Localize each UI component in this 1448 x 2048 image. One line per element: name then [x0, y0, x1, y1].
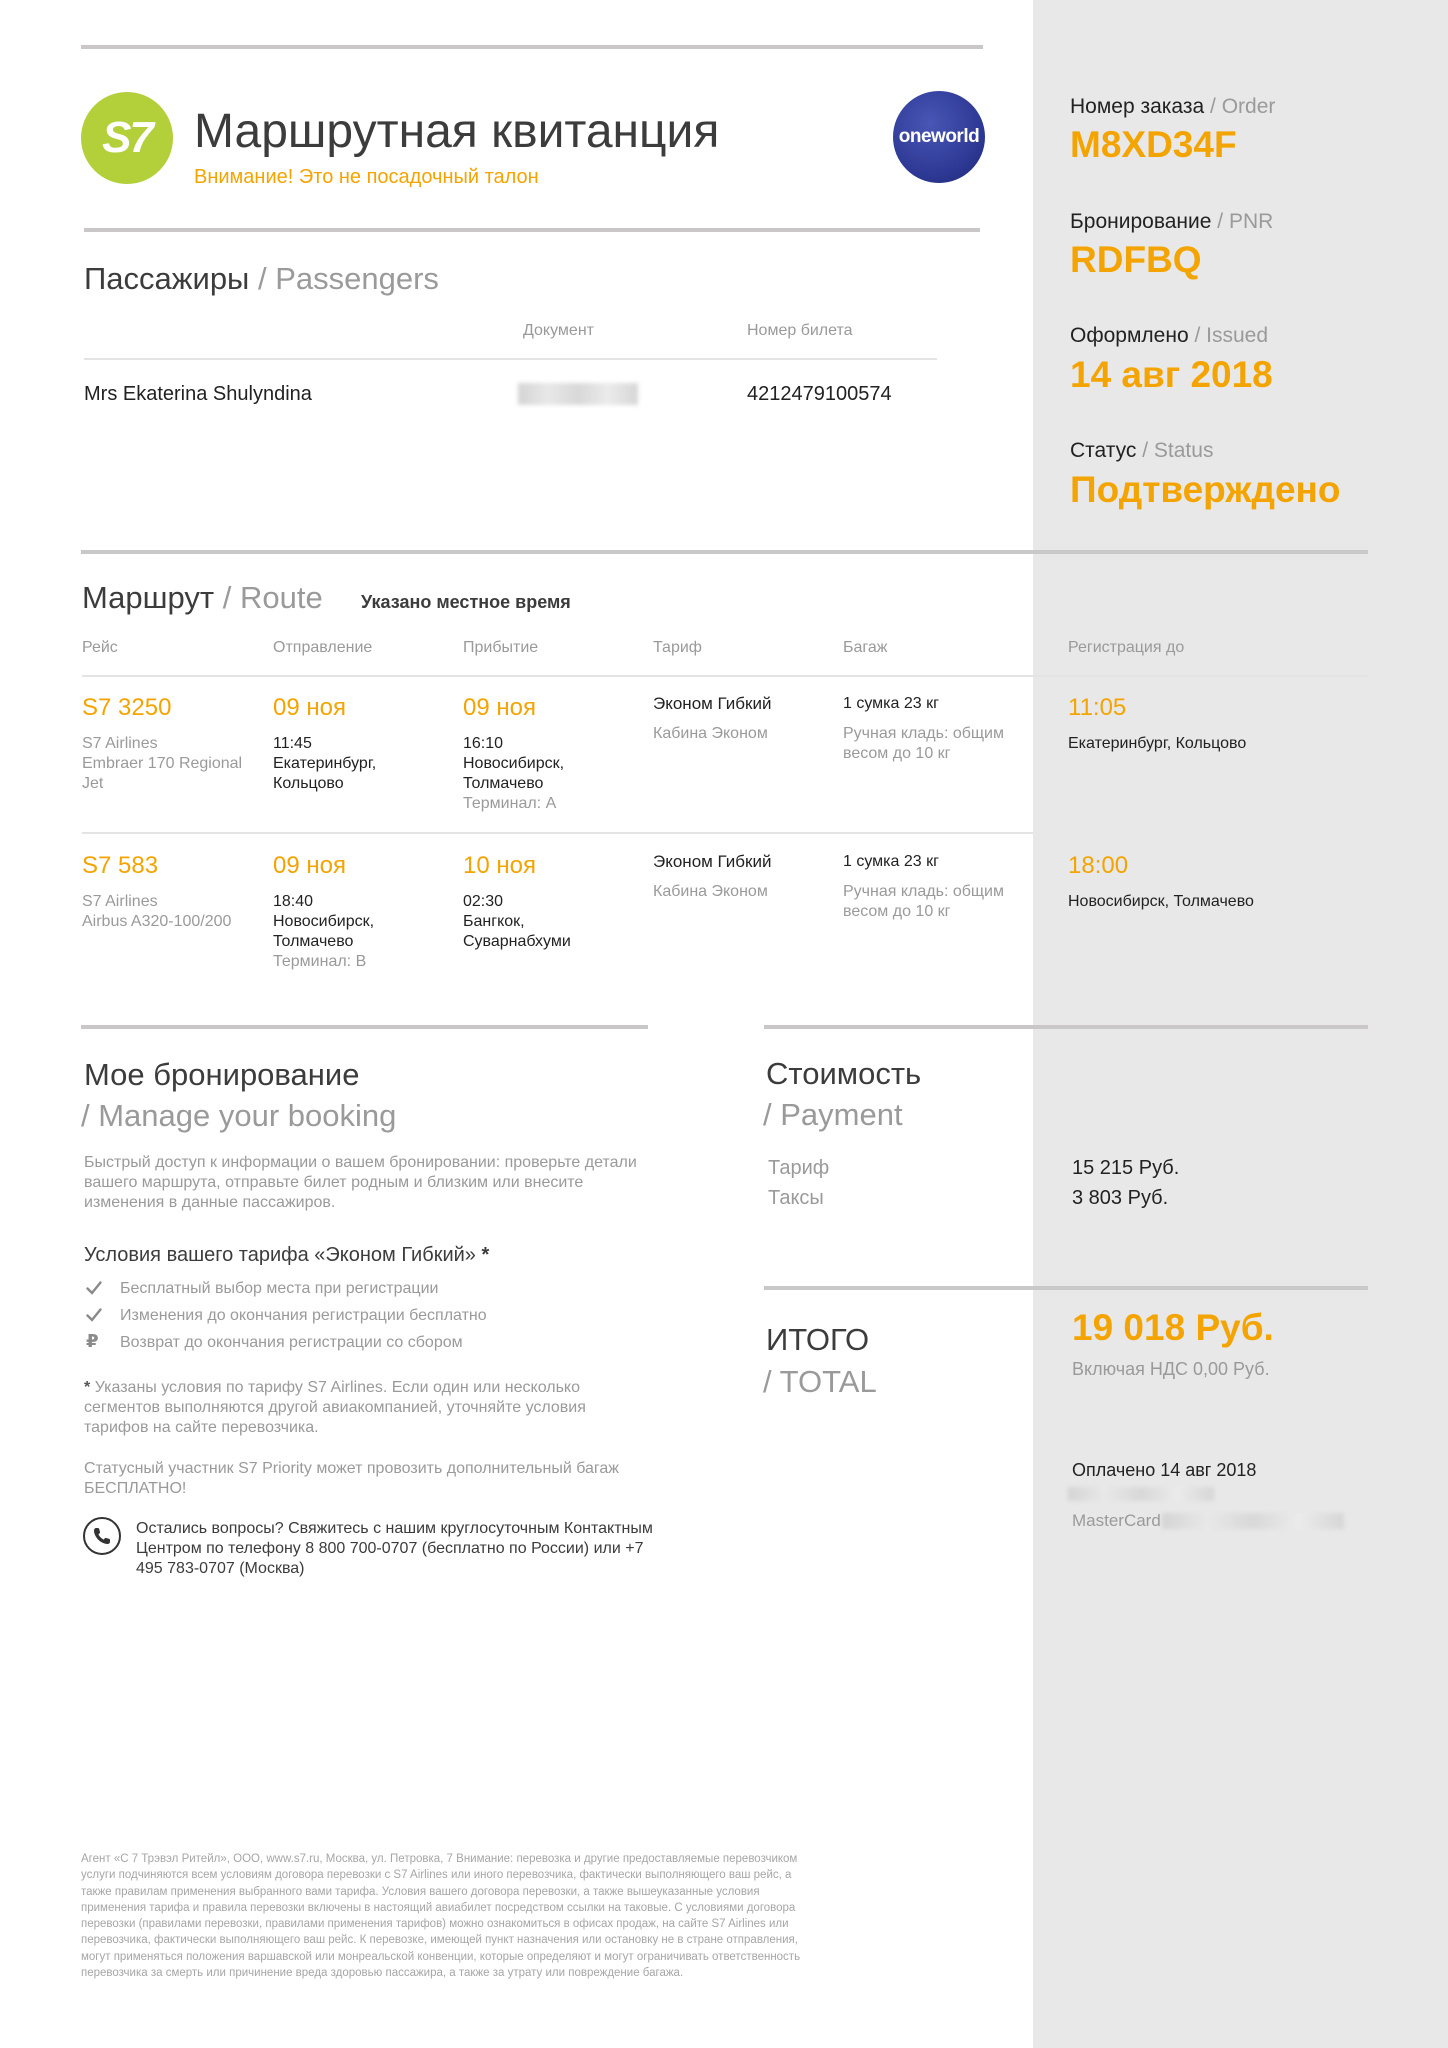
oneworld-logo-text: oneworld	[898, 126, 980, 147]
departure-time: 18:40	[273, 893, 314, 910]
issued-label	[1070, 324, 1268, 348]
route-header-rule	[82, 675, 1368, 677]
booking-title: Мое бронирование	[84, 1057, 360, 1092]
col-ticket-number: Номер билета	[747, 322, 853, 339]
departure-airport: Новосибирск, Толмачево	[273, 913, 375, 950]
document-number-redacted	[518, 383, 638, 405]
col-arrival: Прибытие	[463, 639, 539, 656]
payment-title-en: / Payment	[763, 1097, 903, 1132]
total-label: ИТОГО	[766, 1322, 870, 1357]
fare-name: Эконом Гибкий	[653, 852, 772, 871]
fare-condition-text: Возврат до окончания регистрации со сбором	[120, 1334, 463, 1351]
route-title	[82, 580, 323, 616]
route-top-rule	[81, 550, 1368, 554]
arrival-airport: Бангкок, Суварнабхуми	[463, 913, 571, 950]
fare-condition-item	[84, 1306, 684, 1328]
checkin-airport: Екатеринбург, Кольцово	[1068, 735, 1247, 752]
total-top-rule	[764, 1286, 1368, 1290]
pnr-label	[1070, 210, 1273, 234]
aircraft-type: Embraer 170 Regional Jet	[82, 755, 243, 792]
fare-conditions-star: *	[481, 1244, 490, 1266]
departure-airport: Екатеринбург, Кольцово	[273, 755, 377, 792]
card-type: MasterCard	[1072, 1511, 1161, 1530]
status-label	[1070, 439, 1213, 463]
passenger-row	[0, 380, 1000, 410]
passenger-name: Mrs Ekaterina Shulyndina	[84, 383, 312, 405]
legal-disclaimer: Агент «С 7 Трэвэл Ритейл», ООО, www.s7.ru, Москва, ул. Петровка, 7 Внимание: перевозка и другие предоставляемые перевозчиком услуги подчиняются всем условиям договора перевозки с S7 Airlines или иного перевозчика, фактически выполняющего ваш рейс, а также правилам применения выбранного вами тарифа. Условия вашего договора перевозки, а также вышеуказанные условия применения тарифа и правила перевозки включены в настоящий авиабилет посредством ссылки на таковые. С условиями договора перевозки (правилами перевозки, правилами применения тарифов) можно ознакомиться в офисах продаж, на сайте S7 Airlines или перевозчика, фактически выполняющего ваш рейс. К перевозке, имеющей пункт назначения или остановку не в стране отправления, могут применяться положения варшавской или монреальской конвенции, которые определяют и могут ограничивать ответственность перевозчика за смерть или причинение вреда здоровью пассажира, а также за утрату или повреждение багажа.	[81, 1853, 801, 1980]
fare-amount-label: Тариф	[768, 1157, 830, 1179]
departure-time: 11:45	[273, 735, 312, 752]
s7-logo-text: S7	[102, 113, 152, 162]
issued-value: 14 авг 2018	[1070, 354, 1273, 395]
fare-condition-text: Бесплатный выбор места при регистрации	[120, 1280, 439, 1297]
fare-condition-item	[84, 1279, 684, 1301]
passengers-title-ru: Пассажиры	[84, 261, 250, 296]
order-sidebar	[1033, 0, 1448, 2048]
pnr-value: RDFBQ	[1070, 239, 1202, 280]
col-fare: Тариф	[653, 639, 702, 656]
pnr-label-ru: Бронирование	[1070, 210, 1212, 233]
fare-amount-value: 15 215 Руб.	[1072, 1157, 1180, 1179]
status-value: Подтверждено	[1070, 469, 1341, 510]
departure-terminal: Терминал: B	[273, 953, 367, 970]
priority-note: Статусный участник S7 Priority может провозить дополнительный багаж БЕСПЛАТНО!	[84, 1460, 620, 1497]
vat-note: Включая НДС 0,00 Руб.	[1072, 1359, 1270, 1379]
fare-footnote-star: *	[84, 1379, 91, 1396]
departure-date: 09 ноя	[273, 852, 346, 879]
phone-glyph	[85, 1519, 119, 1553]
flight-segment	[0, 690, 1448, 830]
fare-condition-text: Изменения до окончания регистрации бесплатно	[120, 1307, 487, 1324]
cabin-class: Кабина Эконом	[653, 883, 768, 900]
taxes-value: 3 803 Руб.	[1072, 1187, 1169, 1209]
page-title: Маршрутная квитанция	[194, 105, 720, 158]
flight-segment	[0, 848, 1448, 978]
col-baggage: Багаж	[843, 639, 888, 656]
payment-top-rule	[764, 1025, 1368, 1029]
checkin-deadline: 18:00	[1068, 852, 1129, 879]
arrival-time: 16:10	[463, 735, 504, 752]
airline-name: S7 Airlines	[82, 893, 158, 910]
checked-baggage: 1 сумка 23 кг	[843, 853, 939, 870]
payer-name-redacted	[1068, 1487, 1214, 1501]
booking-description: Быстрый доступ к информации о вашем бронировании: проверьте детали вашего маршрута, отправьте билет родным и близким или внесите изменения в данные пассажиров.	[84, 1154, 637, 1211]
flight-number: S7 3250	[82, 694, 172, 721]
checkin-airport: Новосибирск, Толмачево	[1068, 893, 1254, 910]
segment-divider	[82, 832, 1033, 834]
issued-label-en: / Issued	[1194, 324, 1269, 347]
arrival-date: 10 ноя	[463, 852, 536, 879]
airline-name: S7 Airlines	[82, 735, 158, 752]
passengers-title	[84, 261, 439, 297]
boarding-pass-warning: Внимание! Это не посадочный талон	[194, 166, 539, 188]
phone-icon	[83, 1517, 121, 1555]
total-label-en: / TOTAL	[763, 1364, 877, 1399]
oneworld-logo	[893, 91, 985, 183]
hand-baggage: Ручная кладь: общим весом до 10 кг	[843, 725, 1004, 762]
paid-date: Оплачено 14 авг 2018	[1072, 1460, 1257, 1480]
fare-conditions-title	[84, 1244, 489, 1267]
col-document: Документ	[523, 322, 594, 339]
arrival-date: 09 ноя	[463, 694, 536, 721]
s7-logo	[81, 92, 173, 184]
route-title-ru: Маршрут	[82, 580, 215, 615]
check-icon	[86, 1307, 102, 1323]
status-label-ru: Статус	[1070, 439, 1137, 462]
route-title-en: / Route	[222, 580, 323, 615]
contact-info: Остались вопросы? Свяжитесь с нашим круглосуточным Контактным Центром по телефону 8 800 700-0707 (бесплатно по России) или +7 495 783-0707 (Москва)	[136, 1520, 653, 1577]
status-label-en: / Status	[1142, 439, 1214, 462]
flight-number: S7 583	[82, 852, 159, 879]
local-time-note: Указано местное время	[361, 592, 571, 612]
passengers-title-en: / Passengers	[257, 261, 439, 296]
order-number-value: M8XD34F	[1070, 124, 1237, 165]
checkin-deadline: 11:05	[1068, 694, 1127, 721]
arrival-airport: Новосибирск, Толмачево	[463, 755, 565, 792]
total-amount: 19 018 Руб.	[1072, 1307, 1274, 1348]
fare-condition-item	[84, 1333, 684, 1355]
payment-title: Стоимость	[766, 1056, 922, 1091]
checked-baggage: 1 сумка 23 кг	[843, 695, 939, 712]
arrival-terminal: Терминал: A	[463, 795, 557, 812]
departure-date: 09 ноя	[273, 694, 346, 721]
issued-label-ru: Оформлено	[1070, 324, 1189, 347]
fare-footnote-text: Указаны условия по тарифу S7 Airlines. Если один или несколько сегментов выполняются другой авиакомпанией, уточняйте условия тарифов на сайте перевозчика.	[84, 1379, 586, 1436]
order-number-label	[1070, 95, 1275, 119]
booking-title-en: / Manage your booking	[81, 1098, 397, 1133]
col-departure: Отправление	[273, 639, 373, 656]
aircraft-type: Airbus A320-100/200	[82, 913, 232, 930]
arrival-time: 02:30	[463, 893, 504, 910]
header-bottom-rule	[84, 228, 980, 232]
fare-name: Эконом Гибкий	[653, 694, 772, 713]
pnr-label-en: / PNR	[1217, 210, 1274, 233]
cabin-class: Кабина Эконом	[653, 725, 768, 742]
card-number-redacted	[1162, 1513, 1344, 1529]
fare-footnote	[84, 1378, 654, 1438]
ruble-icon: ₽	[86, 1331, 99, 1351]
fare-conditions-title-text: Условия вашего тарифа «Эконом Гибкий»	[84, 1244, 476, 1266]
check-icon	[86, 1280, 102, 1296]
col-checkin: Регистрация до	[1068, 639, 1185, 656]
booking-top-rule	[81, 1025, 648, 1029]
col-flight: Рейс	[82, 639, 118, 656]
hand-baggage: Ручная кладь: общим весом до 10 кг	[843, 883, 1004, 920]
header-top-rule	[81, 45, 983, 49]
taxes-label: Таксы	[768, 1187, 824, 1209]
ticket-number: 4212479100574	[747, 383, 892, 405]
passengers-header-rule	[84, 358, 937, 360]
order-number-label-en: / Order	[1210, 95, 1276, 118]
order-number-label-ru: Номер заказа	[1070, 95, 1205, 118]
